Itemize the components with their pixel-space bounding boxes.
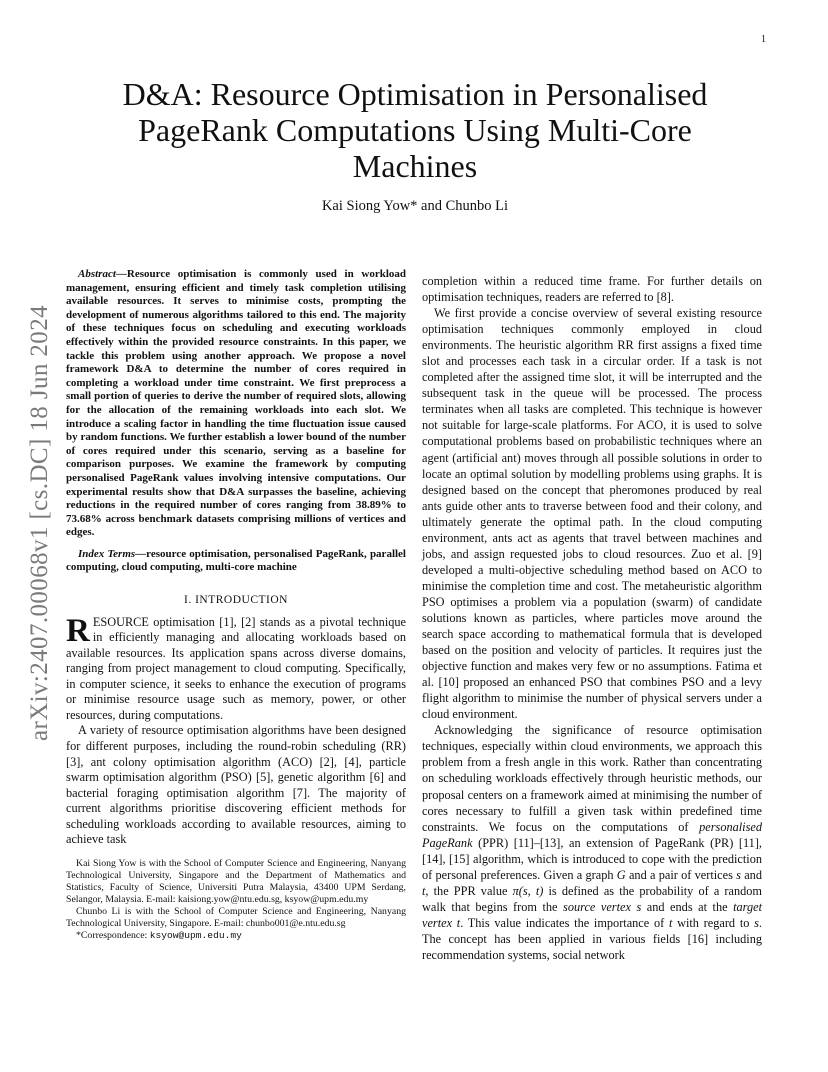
index-terms [66, 548, 406, 575]
footnote-correspondence [66, 930, 406, 942]
symbol-graph-g: G [616, 867, 626, 882]
correspondence-email: ksyow@upm.edu.my [149, 930, 242, 942]
footnote-author-1: Kai Siong Yow is with the School of Computer Science and Engineering, Nanyang Technological University, Singapore and the Department of Mathematics and Statistics, Faculty of Science, Universiti Putra Malaysia, 43400 UPM Serdang, Selangor, Malaysia. E-mail: kaisiong.yow@ntu.edu.sg, ksyow@upm.edu.my [66, 857, 406, 906]
right-paragraph-2: We first provide a concise overview of several existing resource optimisation techniques commonly employed in cloud environments. The heuristic algorithm RR first assigns a fixed time slot and processes each task in a circular order. If a task is not completed after the assigned time slot, it will be interrupted and the subsequent task in the queue will be processed. The process terminates when all tasks are completed. This technique is however not suitable for large-scale platforms. For ACO, it is used to solve computational problems based on probabilistic techniques where an agent (artificial ant) moves through all possible solutions in order to locate an optimal solution by modelling problems using graphs. It is designed based on the concept that pheromones produced by real ants guide other ants to traverse between food and their colony, and ultimately generate the optimal path. In the cloud computing environment, ants act as agents that travel between machines and jobs, and assign requested jobs to cloud resources. Zuo et al. [9] developed a multi-objective scheduling method based on ACO to minimise the completion time and cost. The metaheuristic algorithm PSO optimises a problem via a population (swarm) of candidate solutions known as particles, where particles move around the search space according to mathematical formula that is developed based on the position and velocity of particles. It requires just the objective function and makes very few or no assumptions. Fatima et al. [10] proposed an enhanced PSO that combines PSO and a levy flight algorithm to minimise the number of physical servers under a cloud environment. [422, 306, 762, 722]
symbol-vertex-t-2: t [668, 915, 673, 930]
term-source-vertex: source vertex s [563, 899, 642, 914]
intro-paragraph-1-text: ESOURCE optimisation [1], [2] stands as a pivotal technique in efficiently managing and allocating workloads based on available resources. Its application spans across diverse domains, ranging from project management to cloud computing. Specifically, in computer science, it seeks to enhance the execution of programs or minimise resource usage such as memory, power, or other resources, during computations. [66, 614, 406, 722]
right-column [422, 273, 762, 963]
abstract-label: Abstract— [78, 268, 127, 280]
right-paragraph-3 [422, 722, 762, 963]
intro-paragraph-1 [66, 612, 406, 724]
p3-segment-h: . This value indicates the importance of [460, 915, 669, 930]
symbol-vertex-s: s [736, 867, 741, 882]
symbol-vertex-s-2: s [754, 915, 759, 930]
author-list: Kai Siong Yow* and Chunbo Li [321, 198, 509, 214]
p3-segment-a: Acknowledging the significance of resource optimisation techniques, especially within cloud environments, we approach this problem from a fresh angle in this work. Rather than concentrating on scheduling workloads effectively through heuristic methods, our proposal centers on a framework aimed at minimising the number of cores necessary to fulfill a given task within predefined time constraints. We focus on the computations of [422, 723, 762, 834]
right-paragraph-1: completion within a reduced time frame. For further details on optimisation techniques, readers are referred to [8]. [422, 274, 762, 305]
p3-segment-g: and ends at the [641, 899, 734, 914]
section-heading-introduction: I. INTRODUCTION [184, 594, 288, 607]
symbol-ppr-value: π(s, t) [512, 883, 544, 898]
footnote-author-2: Chunbo Li is with the School of Computer Science and Engineering, Nanyang Technological University, Singapore. E-mail: chunbo001@e.ntu.edu.sg [66, 906, 406, 930]
abstract [66, 268, 406, 540]
drop-cap: R [66, 612, 90, 649]
left-column [66, 268, 406, 942]
abstract-text: Resource optimisation is commonly used in workload management, ensuring efficient and timely task completion utilising available resources. It serves to minimise costs, prompting the development of numerous algorithms tailored to this end. The majority of these techniques focus on scheduling and executing workloads effectively within the provided resource constraints. In this paper, we tackle this problem using another approach. We propose a novel framework D&A to determine the number of cores required in completing a workload under time constraint. We first preprocess a small portion of queries to derive the number of required slots, allowing for the allocation of the remaining workloads into each slot. We introduce a scaling factor in handling the time fluctuation issue caused by random functions. We further establish a lower bound of the number of cores required under this scenario, serving as a baseline for comparison purposes. We examine the framework by computing personalised PageRank values involving intensive computations. Our experimental results show that D&A surpasses the baseline, achieving reductions in the required number of cores ranging from 38.89% to 73.68% across benchmark datasets comprising millions of vertices and edges. [66, 268, 406, 539]
index-terms-label: Index Terms— [78, 547, 147, 560]
arxiv-watermark [22, 288, 58, 758]
p3-segment-j: . The concept has been applied in various fields [16] including recommendation systems, social network [422, 915, 762, 962]
arxiv-identifier: arXiv:2407.00068v1 [cs.DC] 18 Jun 2024 [26, 304, 54, 742]
symbol-vertex-t: t [422, 883, 426, 898]
intro-paragraph-2: A variety of resource optimisation algorithms have been designed for different purposes, including the round-robin scheduling (RR) [3], ant colony optimisation algorithm (ACO) [2], [4], particle swarm optimisation algorithm (PSO) [5], genetic algorithm [6] and bacterial foraging optimisation algorithm [7]. The majority of current algorithms prioritise discovering efficient methods for scheduling workloads according to available resources, aiming to achieve task [66, 723, 406, 847]
page-number: 1 [761, 34, 766, 45]
footnotes [66, 858, 406, 943]
p3-segment-i: with regard to [672, 915, 755, 930]
p3-segment-d: and [740, 867, 762, 882]
p3-segment-f: is defined as the probability of a random walk that begins from the [422, 883, 762, 914]
p3-segment-e: , the PPR value [425, 883, 513, 898]
p3-segment-c: and a pair of vertices [625, 867, 737, 882]
correspondence-label: *Correspondence: [76, 930, 150, 942]
p3-segment-b: (PPR) [11]–[13], an extension of PageRank (PR) [11], [14], [15] algorithm, which is introduced to cope with the prediction of personal preferences. Given a graph [422, 835, 762, 882]
index-terms-text: resource optimisation, personalised PageRank, parallel computing, cloud computing, multi-core machine [66, 547, 406, 574]
term-target-vertex: target vertex t [422, 899, 763, 930]
term-personalised-pagerank: personalised PageRank [422, 819, 762, 850]
paper-title: D&A: Resource Optimisation in Personalised PageRank Computations Using Multi-Core Machines [122, 76, 708, 184]
